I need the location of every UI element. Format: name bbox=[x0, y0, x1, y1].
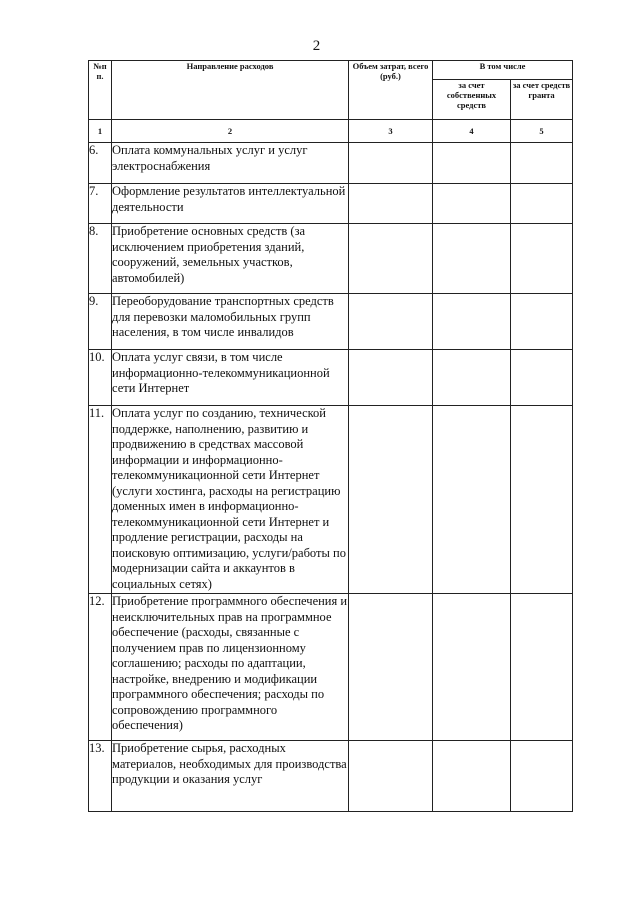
grant-funds-cell bbox=[511, 406, 573, 594]
volume-cell bbox=[349, 224, 433, 294]
row-number: 13. bbox=[89, 741, 112, 812]
grant-funds-cell bbox=[511, 350, 573, 406]
grant-funds-cell bbox=[511, 594, 573, 741]
row-number: 10. bbox=[89, 350, 112, 406]
own-funds-cell bbox=[433, 294, 511, 350]
row-number: 7. bbox=[89, 184, 112, 224]
header-volume: Объем затрат, всего (руб.) bbox=[349, 61, 433, 120]
volume-cell bbox=[349, 406, 433, 594]
table-row bbox=[89, 143, 573, 184]
table-row bbox=[89, 350, 573, 406]
row-description: Приобретение программного обеспечения и неисключительных прав на программное обеспечение (расходы, связанные с получением прав по лицензионному соглашению; расходы по адаптации, настройке, внедрению и модификации программного обеспечения; расходы по сопровождению программного обеспечения) bbox=[112, 594, 349, 741]
row-description: Переоборудование транспортных средств для перевозки маломобильных групп населения, в том числе инвалидов bbox=[112, 294, 349, 350]
header-number: №п п. bbox=[89, 61, 112, 120]
grant-funds-cell bbox=[511, 294, 573, 350]
row-number: 6. bbox=[89, 143, 112, 184]
column-number: 3 bbox=[349, 120, 433, 143]
table-row bbox=[89, 224, 573, 294]
volume-cell bbox=[349, 350, 433, 406]
grant-funds-cell bbox=[511, 224, 573, 294]
row-number: 12. bbox=[89, 594, 112, 741]
row-description: Оплата коммунальных услуг и услуг электроснабжения bbox=[112, 143, 349, 184]
row-description: Приобретение сырья, расходных материалов, необходимых для производства продукции и оказания услуг bbox=[112, 741, 349, 812]
own-funds-cell bbox=[433, 406, 511, 594]
header-grant-funds: за счет средств гранта bbox=[511, 79, 573, 119]
volume-cell bbox=[349, 594, 433, 741]
row-description: Оплата услуг связи, в том числе информационно-телекоммуникационной сети Интернет bbox=[112, 350, 349, 406]
column-number-row bbox=[89, 120, 573, 143]
own-funds-cell bbox=[433, 350, 511, 406]
own-funds-cell bbox=[433, 143, 511, 184]
volume-cell bbox=[349, 184, 433, 224]
own-funds-cell bbox=[433, 594, 511, 741]
row-number: 9. bbox=[89, 294, 112, 350]
own-funds-cell bbox=[433, 184, 511, 224]
row-description: Оплата услуг по созданию, технической поддержке, наполнению, развитию и продвижению в средствах массовой информации и информационно-телекоммуникационной сети Интернет (услуги хостинга, расходы на регистрацию доменных имен в информационно-телекоммуникационной сети Интернет и продление регистрации, расходы на поисковую оптимизацию, услуги/работы по модернизации сайта и аккаунтов в социальных сетях) bbox=[112, 406, 349, 594]
header-direction: Направление расходов bbox=[112, 61, 349, 120]
page-number: 2 bbox=[312, 38, 321, 54]
row-number: 11. bbox=[89, 406, 112, 594]
grant-funds-cell bbox=[511, 184, 573, 224]
expenses-table bbox=[88, 60, 573, 812]
own-funds-cell bbox=[433, 224, 511, 294]
table-row bbox=[89, 406, 573, 594]
volume-cell bbox=[349, 741, 433, 812]
column-number: 2 bbox=[112, 120, 349, 143]
grant-funds-cell bbox=[511, 143, 573, 184]
table-row bbox=[89, 594, 573, 741]
grant-funds-cell bbox=[511, 741, 573, 812]
column-number: 1 bbox=[89, 120, 112, 143]
volume-cell bbox=[349, 143, 433, 184]
table-row bbox=[89, 294, 573, 350]
column-number: 5 bbox=[511, 120, 573, 143]
header-own-funds: за счет собственных средств bbox=[433, 79, 511, 119]
table-row bbox=[89, 184, 573, 224]
own-funds-cell bbox=[433, 741, 511, 812]
table-row bbox=[89, 741, 573, 812]
header-including: В том числе bbox=[433, 61, 573, 80]
volume-cell bbox=[349, 294, 433, 350]
row-number: 8. bbox=[89, 224, 112, 294]
row-description: Приобретение основных средств (за исключением приобретения зданий, сооружений, земельных участков, автомобилей) bbox=[112, 224, 349, 294]
row-description: Оформление результатов интеллектуальной деятельности bbox=[112, 184, 349, 224]
column-number: 4 bbox=[433, 120, 511, 143]
